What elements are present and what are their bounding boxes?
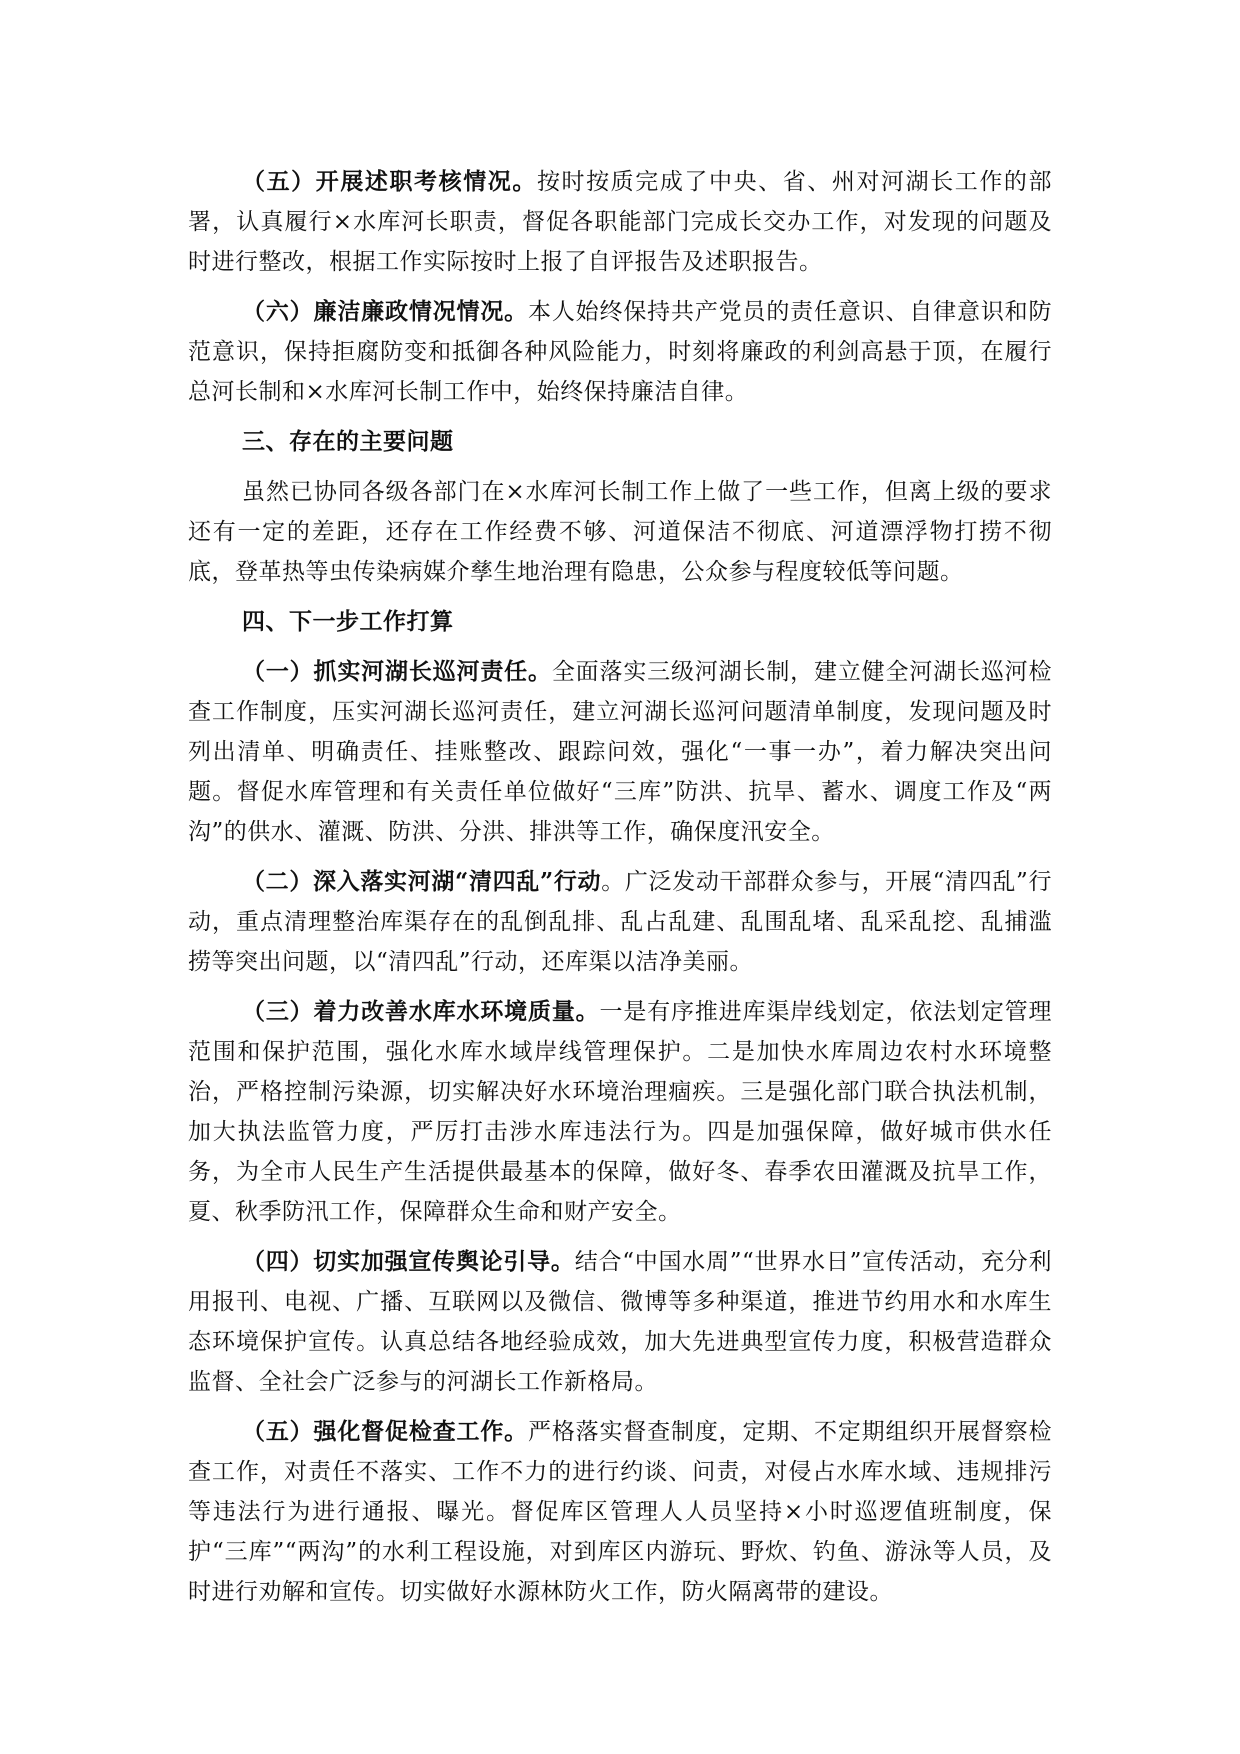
paragraph-text: 严格落实督查制度，定期、不定期组织开展督察检查工作，对责任不落实、工作不力的进行约谈、问责，对侵占水库水域、违规排污等违法行为进行通报、曝光。督促库区管理人人员坚持×小时巡逻值班制度，保护“三库”“两沟”的水利工程设施，对到库区内游玩、野炊、钓鱼、游泳等人员，及时进行劝解和宣传。切实做好水源林防火工作，防火隔离带的建设。	[188, 1419, 1053, 1605]
paragraph-publicity	[188, 1242, 1052, 1402]
paragraph-text: 。广泛发动干部群众参与，开展“清四乱”行动，重点清理整治库渠存在的乱倒乱排、乱占乱建、乱围乱堵、乱采乱挖、乱捕滥捞等突出问题，以“清四乱”行动，还库渠以洁净美丽。	[188, 869, 1052, 975]
paragraph-lead: （五）开展述职考核情况。	[242, 168, 537, 195]
paragraph-lead: （五）强化督促检查工作。	[242, 1418, 528, 1445]
paragraph-lead: （三）着力改善水库水环境质量。	[242, 998, 600, 1025]
paragraph-text: 结合“中国水周”“世界水日”宣传活动，充分利用报刊、电视、广播、互联网以及微信、微博等多种渠道，推进节约用水和水库生态环境保护宣传。认真总结各地经验成效，加大先进典型宣传力度，积极营造群众监督、全社会广泛参与的河湖长工作新格局。	[188, 1249, 1052, 1395]
paragraph-text: 虽然已协同各级各部门在×水库河长制工作上做了一些工作，但离上级的要求还有一定的差距，还存在工作经费不够、河道保洁不彻底、河道漂浮物打捞不彻底，登革热等虫传染病媒介孳生地治理有隐患，公众参与程度较低等问题。	[188, 479, 1052, 585]
paragraph-integrity	[188, 292, 1052, 412]
document-body	[188, 162, 1052, 1622]
paragraph-clean-four-chaos	[188, 862, 1052, 982]
paragraph-text: 全面落实三级河湖长制，建立健全河湖长巡河检查工作制度，压实河湖长巡河责任，建立河湖长巡河问题清单制度，发现问题及时列出清单、明确责任、挂账整改、跟踪问效，强化“一事一办”，着力解决突出问题。督促水库管理和有关责任单位做好“三库”防洪、抗旱、蓄水、调度工作及“两沟”的供水、灌溉、防洪、分洪、排洪等工作，确保度汛安全。	[188, 659, 1053, 845]
paragraph-lead: （二）深入落实河湖“清四乱”行动	[242, 868, 602, 895]
paragraph-lead: （六）廉洁廉政情况情况。	[242, 298, 528, 325]
paragraph-text: 按时按质完成了中央、省、州对河湖长工作的部署，认真履行×水库河长职责，督促各职能部门完成长交办工作，对发现的问题及时进行整改，根据工作实际按时上报了自评报告及述职报告。	[188, 169, 1052, 275]
paragraph-water-environment	[188, 992, 1052, 1232]
paragraph-lead: （一）抓实河湖长巡河责任。	[242, 658, 552, 685]
paragraph-text: 一是有序推进库渠岸线划定，依法划定管理范围和保护范围，强化水库水域岸线管理保护。二是加快水库周边农村水环境整治，严格控制污染源，切实解决好水环境治理痼疾。三是强化部门联合执法机制，加大执法监管力度，严厉打击涉水库违法行为。四是加强保障，做好城市供水任务，为全市人民生产生活提供最基本的保障，做好冬、春季农田灌溉及抗旱工作，夏、秋季防汛工作，保障群众生命和财产安全。	[188, 999, 1053, 1225]
paragraph-river-patrol	[188, 652, 1052, 852]
paragraph-problems	[188, 472, 1052, 592]
heading-main-problems: 三、存在的主要问题	[242, 428, 454, 455]
paragraph-lead: （四）切实加强宣传舆论引导。	[242, 1248, 575, 1275]
paragraph-inspection	[188, 1412, 1052, 1612]
heading-next-steps: 四、下一步工作打算	[242, 608, 454, 635]
paragraph-text: 本人始终保持共产党员的责任意识、自律意识和防范意识，保持拒腐防变和抵御各种风险能力，时刻将廉政的利剑高悬于顶，在履行总河长制和×水库河长制工作中，始终保持廉洁自律。	[188, 299, 1053, 405]
paragraph-duty-report	[188, 162, 1052, 282]
